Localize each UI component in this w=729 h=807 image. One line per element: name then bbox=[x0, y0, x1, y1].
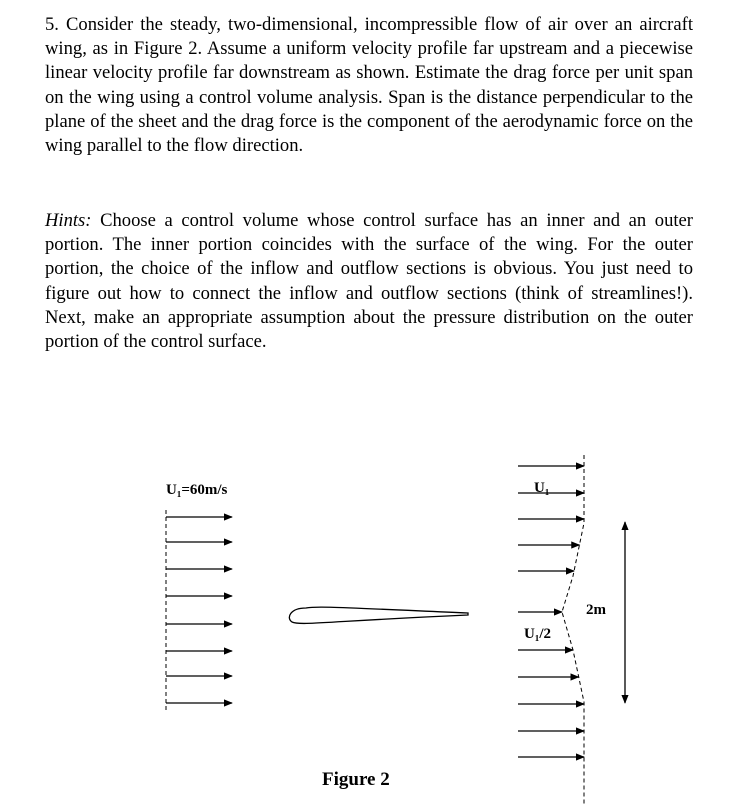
hints-label: Hints: bbox=[45, 210, 92, 231]
freestream-velocity-label: U₁ bbox=[534, 480, 550, 496]
problem-text: 5. Consider the steady, two-dimensional, incompressible flow of air over an aircraft wing, as in Figure 2. Assume a uniform velocity profile far upstream and a piecewise linear velocity profile far downstream as shown. Estimate the drag force per unit span on the wing using a control volume analysis. Span is the distance perpendicular to the plane of the sheet and the drag force is the component of the aerodynamic force on the wing parallel to the flow direction. bbox=[45, 14, 693, 157]
downstream-profile-envelope bbox=[562, 455, 584, 805]
airfoil-wing bbox=[289, 607, 468, 623]
figure-caption: Figure 2 bbox=[322, 769, 390, 790]
wake-center-velocity-label: U₁/2 bbox=[524, 626, 551, 642]
upstream-velocity-profile bbox=[166, 510, 232, 713]
wake-width-label: 2m bbox=[586, 602, 606, 618]
upstream-velocity-label: U₁=60m/s bbox=[166, 482, 228, 498]
hints-text: Choose a control volume whose control surface has an inner and an outer portion. The inner portion coincides with the surface of the wing. For the outer portion, the choice of the inflow and outflow sections is obvious. You just need to figure out how to connect the inflow and outflow sections (think of streamlines!). Next, make an appropriate assumption about the pressure distribution on the outer portion of the control surface. bbox=[45, 210, 693, 353]
